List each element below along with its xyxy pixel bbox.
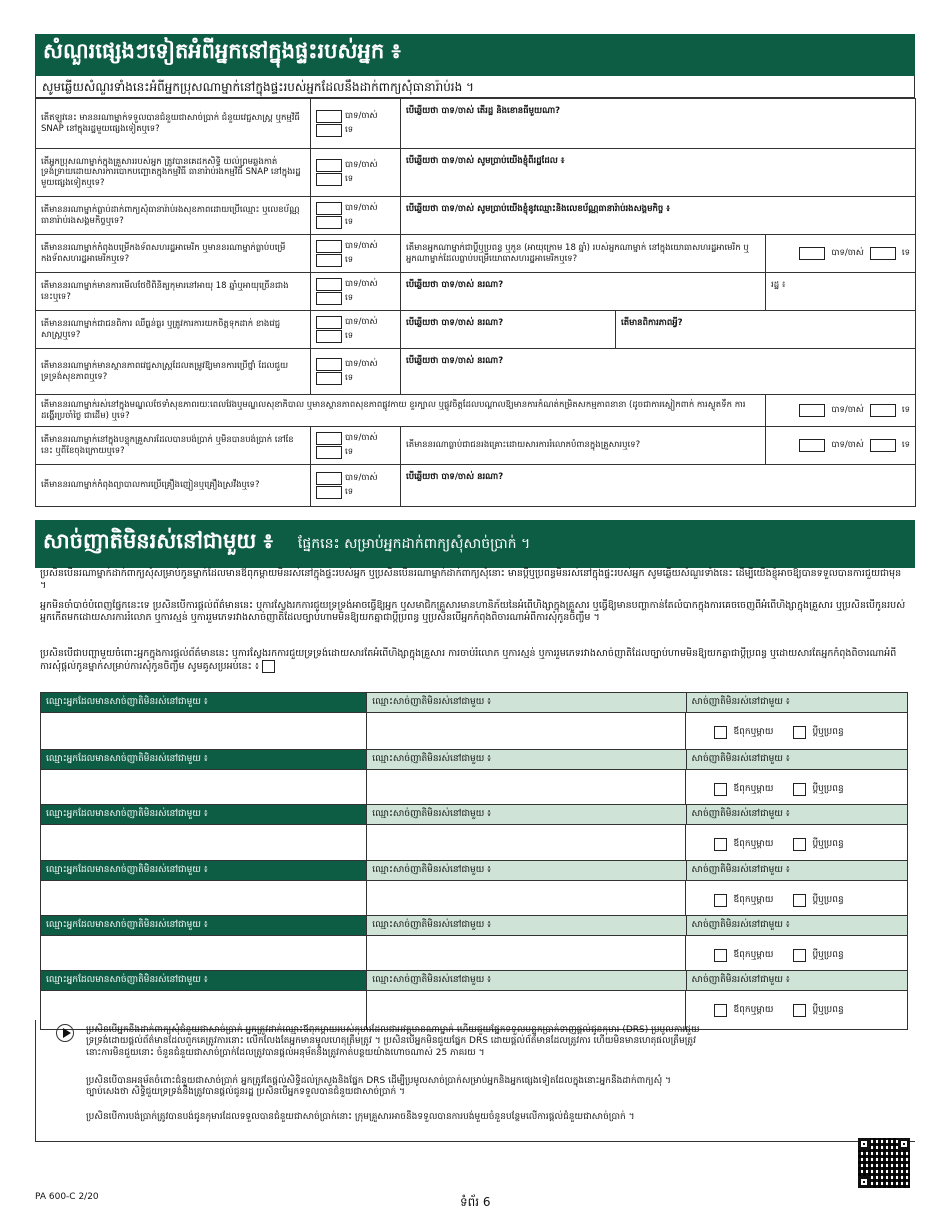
relative-name-field[interactable] (367, 936, 686, 974)
question-row (36, 427, 916, 465)
yes-checkbox[interactable] (316, 358, 342, 371)
yes-checkbox[interactable] (799, 247, 825, 260)
relative-name-header: ឈ្មោះសាច់ញាតិមិនរស់នៅជាមួយ ៖ (367, 861, 686, 880)
followup-text: បើឆ្លើយថា បាទ/ចាស់ នរណា? (401, 349, 916, 395)
household-questions-table (35, 98, 916, 507)
question-text: តើមាននរណាម្នាក់មានការមើលថែថិពិនិត្យកុមារនៅអាយុ 18 ឆ្នាំឬអាយុច្រើនជាងនេះឬទេ? (36, 273, 311, 311)
spouse-checkbox[interactable] (793, 783, 806, 796)
applicant-name-header: ឈ្មោះអ្នកដែលមានសាច់ញាតិមិនរស់នៅជាមួយ ៖ (41, 693, 367, 712)
yes-label: បាទ/ចាស់ (345, 241, 378, 252)
followup-text: បើឆ្លើយថា បាទ/ចាស់ នរណា? (401, 273, 766, 311)
relationship-options (686, 881, 907, 919)
question-text: តើមាននរណាម្នាក់ជាជនពិការ ឈឺធ្ងន់ធ្ងរ ឬត្រូវការការយកចិត្តទុកដាក់ ខាងវេជ្ជសាស្ត្រឬទេ? (36, 311, 311, 349)
followup-text: បើឆ្លើយថា បាទ/ចាស់ តើរដ្ឋ និងខោនធីមួយណា? (401, 99, 916, 149)
applicant-name-header: ឈ្មោះអ្នកដែលមានសាច់ញាតិមិនរស់នៅជាមួយ ៖ (41, 971, 367, 990)
parent-label: ឪពុកឬម្តាយ (733, 838, 774, 849)
instruction-paragraph: ប្រសិនបើនរណាម្នាក់ដាក់ពាក្យសុំសម្រាប់កូនម្នាក់ដែលមានឪពុកម្តាយមិនរស់នៅក្នុងផ្ទះរបស់អ្នក ឬប្រសិនបើនរណាម្នាក់ដាក់ពាក្យសុំនោះ មានប្តីឬប្រពន្ធមិនរស់នៅក្នុងផ្ទះរបស់អ្នក សូមឆ្លើយសំណួរទាំងនេះ ដើម្បីយើងខ្ញុំអាចឱ្យបានទទួលបានការជួយជាមុន ។ (40, 568, 902, 591)
yes-label: បាទ/ចាស់ (345, 160, 378, 171)
no-checkbox[interactable] (316, 173, 342, 186)
yes-label: បាទ/ចាស់ (345, 111, 378, 122)
applicant-name-field[interactable] (41, 770, 367, 808)
relative-name-field[interactable] (367, 881, 686, 919)
parent-label: ឪពុកឬម្តាយ (733, 949, 774, 960)
yes-checkbox[interactable] (316, 472, 342, 485)
question-row (36, 273, 916, 311)
parent-checkbox[interactable] (714, 838, 727, 851)
relationship-header: សាច់ញាតិមិនរស់នៅជាមួយ ៖ (687, 861, 908, 880)
absent-relative-group (40, 749, 908, 809)
applicant-name-field[interactable] (41, 825, 367, 863)
relationship-options (686, 713, 907, 751)
spouse-checkbox[interactable] (793, 894, 806, 907)
yes-label: បាទ/ចាស់ (345, 433, 378, 444)
relative-name-field[interactable] (367, 770, 686, 808)
no-checkbox[interactable] (316, 372, 342, 385)
no-label: ទេ (901, 405, 910, 416)
applicant-name-header: ឈ្មោះអ្នកដែលមានសាច់ញាតិមិនរស់នៅជាមួយ ៖ (41, 750, 367, 769)
relative-name-header: ឈ្មោះសាច់ញាតិមិនរស់នៅជាមួយ ៖ (367, 971, 686, 990)
form-number: PA 600-C 2/20 (35, 1192, 99, 1202)
no-checkbox[interactable] (316, 216, 342, 229)
no-checkbox[interactable] (316, 292, 342, 305)
yes-label: បាទ/ចាស់ (831, 405, 864, 416)
applicant-name-header: ឈ្មោះអ្នកដែលមានសាច់ញាតិមិនរស់នៅជាមួយ ៖ (41, 916, 367, 935)
question-text: តើមាននរណាម្នាក់នៅក្នុងបន្ទុកគ្រួសារដែលបានបង់ប្រាក់ ឬមិនបានបង់ប្រាក់ នៅខែនេះ ឬពីខែចុងក្រោយឬទេ? (36, 427, 311, 465)
arrow-right-icon (56, 1024, 74, 1042)
followup-text: តើមានអ្នកណាម្នាក់ជាប្តីឬប្រពន្ធ ឬកូន (អាយុក្រោម 18 ឆ្នាំ) របស់អ្នកណាម្នាក់ នៅក្នុងយោធាសហរដ្ឋអាមេរិក ឬអ្នកណាម្នាក់ដែលធ្លាប់បម្រើយោធាសហរដ្ឋអាមេរិកឬទេ? (401, 235, 766, 273)
parent-label: ឪពុកឬម្តាយ (733, 726, 774, 737)
spouse-checkbox[interactable] (793, 1004, 806, 1017)
spouse-label: ប្តីឬប្រពន្ធ (812, 1004, 844, 1015)
no-checkbox[interactable] (316, 486, 342, 499)
spouse-label: ប្តីឬប្រពន្ធ (812, 949, 844, 960)
no-checkbox[interactable] (870, 404, 896, 417)
yes-label: បាទ/ចាស់ (345, 279, 378, 290)
no-checkbox[interactable] (870, 247, 896, 260)
notes-box (35, 1020, 915, 1142)
spouse-label: ប្តីឬប្រពន្ធ (812, 783, 844, 794)
no-label: ទេ (901, 440, 910, 451)
relationship-header: សាច់ញាតិមិនរស់នៅជាមួយ ៖ (687, 971, 908, 990)
qr-code-icon (858, 1138, 910, 1188)
absent-relative-group (40, 804, 908, 864)
no-label: ទេ (345, 255, 354, 266)
yes-checkbox[interactable] (316, 432, 342, 445)
no-checkbox[interactable] (870, 439, 896, 452)
question-text: តើមាននរណាម្នាក់រស់នៅក្នុងមណ្ឌលថែទាំសុខភាពរយៈពេលវែងឬមណ្ឌលសុខាភិបាល ឬមានស្ថានភាពសុខភាពផ្លូវកាយ ខួរក្បាល ឬផ្លូវចិត្តដែលបណ្តាលឱ្យមានការកំណត់កម្រិតសកម្មភាពនានា (ដូចជាការស្លៀកពាក់ ការស្ងូតទឹក ការដង្ហើរប្រចាំថ្ងៃ ជាដើម) ឬទេ? (36, 395, 766, 427)
question-row (36, 99, 916, 149)
relative-name-header: ឈ្មោះសាច់ញាតិមិនរស់នៅជាមួយ ៖ (367, 693, 686, 712)
instruction-paragraph: អ្នកមិនចាំបាច់បំពេញផ្នែកនេះទេ ប្រសិនបើការផ្តល់ព័ត៌មាននេះ ឬការស្វែងរកការជួយទ្រទ្រង់អាចធ្វើឱ្យអ្នក ឬសមាជិកគ្រួសារមានហានិភ័យនៃអំពើហិង្សាក្នុងគ្រួសារ ឬធ្វើឱ្យមានបញ្ហាកាន់តែលំបាកក្នុងការគេចចេញពីអំពើហិង្សាក្នុងគ្រួសារ ឬប្រសិនបើកូនរបស់អ្នកកើតមកដោយសារការរំលោភ ឬការស្មន់ ឬការរួមភេទរវាងសាច់ញាតិដែលច្បាប់ហាមមិនឱ្យយកគ្នាជាប្តីប្រពន្ធ ឬប្រសិនបើអ្នកកំពុងពិចារណាអំពីការសុំកូនចិញ្ចឹម ។ (40, 600, 906, 623)
yes-checkbox[interactable] (316, 278, 342, 291)
yes-checkbox[interactable] (316, 240, 342, 253)
no-label: ទេ (345, 331, 354, 342)
disability-label: តើមានពិការភាពអ្វី? (616, 311, 916, 349)
no-checkbox[interactable] (316, 446, 342, 459)
spouse-label: ប្តីឬប្រពន្ធ (812, 838, 844, 849)
section-header-absent-relatives (35, 520, 915, 568)
opt-out-text: ប្រសិនបើជាបញ្ហាមួយចំពោះអ្នកក្នុងការផ្តល់ព័ត៌មាននេះ ឬការស្វែងរកការជួយទ្រទ្រង់ដោយសារតែអំពើហិង្សាក្នុងគ្រួសារ ការចាប់រំលោភ ឬការស្មន់ ឬការរួមភេទរវាងសាច់ញាតិដែលច្បាប់ហាមមិនឱ្យយកគ្នាជាប្តីប្រពន្ធ ឬដោយសារតែអ្នកកំពុងពិចារណាអំពីការសុំផ្តល់កូនម្នាក់សម្រាប់ការសុំកូនចិញ្ចឹម សូមគូសប្រអប់នេះ ៖ (40, 648, 897, 672)
question-text: តើឥឡូវនេះ មាននរណាម្នាក់ទទួលបានជំនួយជាសាច់ប្រាក់ ជំនួយវេជ្ជសាស្ត្រ ឬកម្មវិធី SNAP នៅក្នុងរដ្ឋមួយផ្សេងទៀតឬទេ? (36, 99, 311, 149)
question-row (36, 235, 916, 273)
question-text: តើអ្នកប្រុសណាម្នាក់ក្នុងគ្រួសាររបស់អ្នក ត្រូវបានគេដកសិទ្ធិ យល់ព្រមឆ្លងកាត់ទ្រង់ទ្រាយដោយសារការបោកបញ្ឆោតក្នុងកម្មវិធី ធានារ៉ាប់រងកម្មវិធី SNAP នៅក្នុងរដ្ឋមួយផ្សេងទៀតឬទេ? (36, 149, 311, 197)
yes-checkbox[interactable] (316, 316, 342, 329)
question-row (36, 465, 916, 507)
relationship-header: សាច់ញាតិមិនរស់នៅជាមួយ ៖ (687, 750, 908, 769)
parent-label: ឪពុកឬម្តាយ (733, 894, 774, 905)
instruction-paragraph (40, 648, 910, 673)
followup-text: បើឆ្លើយថា បាទ/ចាស់ នរណា? (401, 311, 616, 349)
yes-label: បាទ/ចាស់ (831, 248, 864, 259)
absent-relative-group (40, 915, 908, 975)
yes-checkbox[interactable] (799, 439, 825, 452)
no-checkbox[interactable] (316, 124, 342, 137)
relationship-header: សាច់ញាតិមិនរស់នៅជាមួយ ៖ (687, 916, 908, 935)
applicant-name-field[interactable] (41, 936, 367, 974)
spouse-checkbox[interactable] (793, 949, 806, 962)
relative-name-header: ឈ្មោះសាច់ញាតិមិនរស់នៅជាមួយ ៖ (367, 805, 686, 824)
no-label: ទេ (901, 248, 910, 259)
applicant-name-field[interactable] (41, 713, 367, 751)
absent-relative-group (40, 860, 908, 920)
parent-checkbox[interactable] (714, 783, 727, 796)
no-label: ទេ (345, 125, 354, 136)
page-number: ទំព័រ 6 (460, 1195, 491, 1209)
parent-checkbox[interactable] (714, 894, 727, 907)
parent-label: ឪពុកឬម្តាយ (733, 783, 774, 794)
yes-checkbox[interactable] (316, 159, 342, 172)
question-text: តើមាននរណាម្នាក់មានស្ថានភាពវេជ្ជសាស្ត្រដែលតម្រូវឱ្យមានការប្រើថ្នាំ ដែលជួយទ្រទ្រង់សុខភាពឬទេ? (36, 349, 311, 395)
yes-label: បាទ/ចាស់ (345, 473, 378, 484)
section-title: សំណួរផ្សេងៗទៀតអំពីអ្នកនៅក្នុងផ្ទះរបស់អ្នក ៖ (43, 39, 401, 63)
relationship-header: សាច់ញាតិមិនរស់នៅជាមួយ ៖ (687, 693, 908, 712)
parent-label: ឪពុកឬម្តាយ (733, 1004, 774, 1015)
relative-name-field[interactable] (367, 825, 686, 863)
section-subtitle: សូមឆ្លើយសំណួរទាំងនេះអំពីអ្នកប្រុសណាម្នាក់នៅក្នុងផ្ទះរបស់អ្នកដែលនឹងដាក់ពាក្យសុំធានារ៉ាប់រង ។ (35, 76, 915, 98)
question-row (36, 149, 916, 197)
spouse-label: ប្តីឬប្រពន្ធ (812, 894, 844, 905)
parent-checkbox[interactable] (714, 726, 727, 739)
question-row (36, 311, 916, 349)
section-title: សាច់ញាតិមិនរស់នៅជាមួយ ៖ (43, 529, 273, 553)
relationship-options (686, 825, 907, 863)
yes-checkbox[interactable] (316, 110, 342, 123)
question-row (36, 395, 916, 427)
question-text: តើមាននរណាម្នាក់កំពុងព្យាបាលការប្រើគ្រឿងញៀនឬគ្រឿងស្រវឹងឬទេ? (36, 465, 311, 507)
applicant-name-field[interactable] (41, 881, 367, 919)
yes-checkbox[interactable] (799, 404, 825, 417)
followup-text: បើឆ្លើយថា បាទ/ចាស់ នរណា? (401, 465, 916, 507)
yes-checkbox[interactable] (316, 202, 342, 215)
parent-checkbox[interactable] (714, 949, 727, 962)
note-paragraph: ប្រសិនបើបានអនុម័តចំពោះជំនួយជាសាច់ប្រាក់ អ្នកត្រូវតែផ្តល់សិទ្ធិដល់ក្រសួងនិងផ្នែក DRS ដើម្បីប្រមូលសាច់ប្រាក់សម្រាប់អ្នកនិងអ្នកផ្សេងទៀតដែលក្នុងនោះអ្នកនឹងដាក់ពាក្យសុំ ។ ច្បាប់សេងថា សិទ្ធិជួយទ្រទ្រង់នឹងត្រូវបានផ្តល់ជូនរដ្ឋ ប្រសិនបើអ្នកទទួលបានជំនួយជាសាច់ប្រាក់ ។ (86, 1076, 671, 1098)
followup-text: បើឆ្លើយថា បាទ/ចាស់ សូមប្រាប់យើងខ្ញុំពីរដ្ឋដែល ៖ (401, 149, 916, 197)
no-label: ទេ (345, 487, 354, 498)
no-label: ទេ (345, 447, 354, 458)
relative-name-header: ឈ្មោះសាច់ញាតិមិនរស់នៅជាមួយ ៖ (367, 750, 686, 769)
relative-name-header: ឈ្មោះសាច់ញាតិមិនរស់នៅជាមួយ ៖ (367, 916, 686, 935)
parent-checkbox[interactable] (714, 1004, 727, 1017)
no-checkbox[interactable] (316, 254, 342, 267)
spouse-checkbox[interactable] (793, 726, 806, 739)
relative-name-field[interactable] (367, 713, 686, 751)
note-paragraph: ប្រសិនបើការបង់ប្រាក់ត្រូវបានបង់ជូនកុមារដែលទទួលបានជំនួយជាសាច់ប្រាក់នោះ ក្រុមគ្រួសារអាចនឹងទទួលបានការបង់មួយចំនួនបន្ថែមលើការផ្តល់ជំនួយជាសាច់ប្រាក់ ។ (86, 1112, 635, 1122)
applicant-name-header: ឈ្មោះអ្នកដែលមានសាច់ញាតិមិនរស់នៅជាមួយ ៖ (41, 805, 367, 824)
no-label: ទេ (345, 293, 354, 304)
relationship-header: សាច់ញាតិមិនរស់នៅជាមួយ ៖ (687, 805, 908, 824)
question-text: តើមាននរណាម្នាក់ធ្លាប់ដាក់ពាក្យសុំធានារ៉ាប់រងសុខភាពដោយប្រើឈ្មោះ ឬលេខប័ណ្ណធានារ៉ាប់រងសង្គមកិច្ចឬទេ? (36, 197, 311, 235)
state-label: រដ្ឋ ៖ (766, 273, 916, 311)
yes-label: បាទ/ចាស់ (345, 203, 378, 214)
spouse-label: ប្តីឬប្រពន្ធ (812, 726, 844, 737)
no-label: ទេ (345, 217, 354, 228)
followup-text: បើឆ្លើយថា បាទ/ចាស់ សូមប្រាប់យើងខ្ញុំនូវឈ្មោះនិងលេខប័ណ្ណធានារ៉ាប់រងសង្គមកិច្ច ៖ (401, 197, 916, 235)
relationship-options (686, 936, 907, 974)
question-text: តើមាននរណាម្នាក់កំពុងបម្រើកងទ័ពសហរដ្ឋអាមេរិក ឬមាននរណាម្នាក់ធ្លាប់បម្រើកងទ័ពសហរដ្ឋអាមេរិកឬទេ? (36, 235, 311, 273)
yes-label: បាទ/ចាស់ (345, 359, 378, 370)
no-label: ទេ (345, 373, 354, 384)
absent-relative-group (40, 692, 908, 752)
applicant-name-header: ឈ្មោះអ្នកដែលមានសាច់ញាតិមិនរស់នៅជាមួយ ៖ (41, 861, 367, 880)
yes-label: បាទ/ចាស់ (345, 317, 378, 328)
spouse-checkbox[interactable] (793, 838, 806, 851)
followup-text: តើមាននរណាធ្លាប់ជាជនរងគ្រោះដោយសារការរំលោភបំពានក្នុងគ្រួសារឬទេ? (401, 427, 766, 465)
question-row (36, 349, 916, 395)
note-paragraph: ប្រសិនបើអ្នកនឹងដាក់ពាក្យសុំជំនួយជាសាច់ប្រាក់ អ្នកត្រូវដាក់ឈ្មោះឪពុកម្តាយរបស់កុមារដែលជាអវត្តមានណាម្នាក់ ហើយជួយផ្នែកទទួលបន្ទុកប្រាក់ទាញផ្តល់ជូនកុមារ (DRS) ប្រមូលការជួយទ្រទ្រង់ដោយផ្តល់ព័ត៌មានដែលពួកគេត្រូវការនោះ លើកលែងតែអ្នកមានមូលហេតុត្រឹមត្រូវ ។ ប្រសិនបើអ្នកមិនជួយផ្នែក DRS ដោយផ្តល់ព័ត៌មានដែលត្រូវការ ហើយមិនមានហេតុផលត្រឹមត្រូវនោះការមិនជួយនោះ ចំនួនជំនួយជាសាច់ប្រាក់ដែលត្រូវបានផ្តល់អនុម័តនឹងត្រូវកាត់បន្ថយយ៉ាងហោចណាស់ 25 ភាគរយ ។ (86, 1025, 700, 1058)
no-label: ទេ (345, 174, 354, 185)
section-subtitle: ផ្នែកនេះ សម្រាប់អ្នកដាក់ពាក្យសុំសាច់ប្រាក់ ។ (297, 536, 531, 552)
relationship-options (686, 770, 907, 808)
opt-out-checkbox[interactable] (262, 660, 275, 673)
question-row (36, 197, 916, 235)
no-checkbox[interactable] (316, 330, 342, 343)
yes-label: បាទ/ចាស់ (831, 440, 864, 451)
section-header-household (35, 34, 915, 76)
